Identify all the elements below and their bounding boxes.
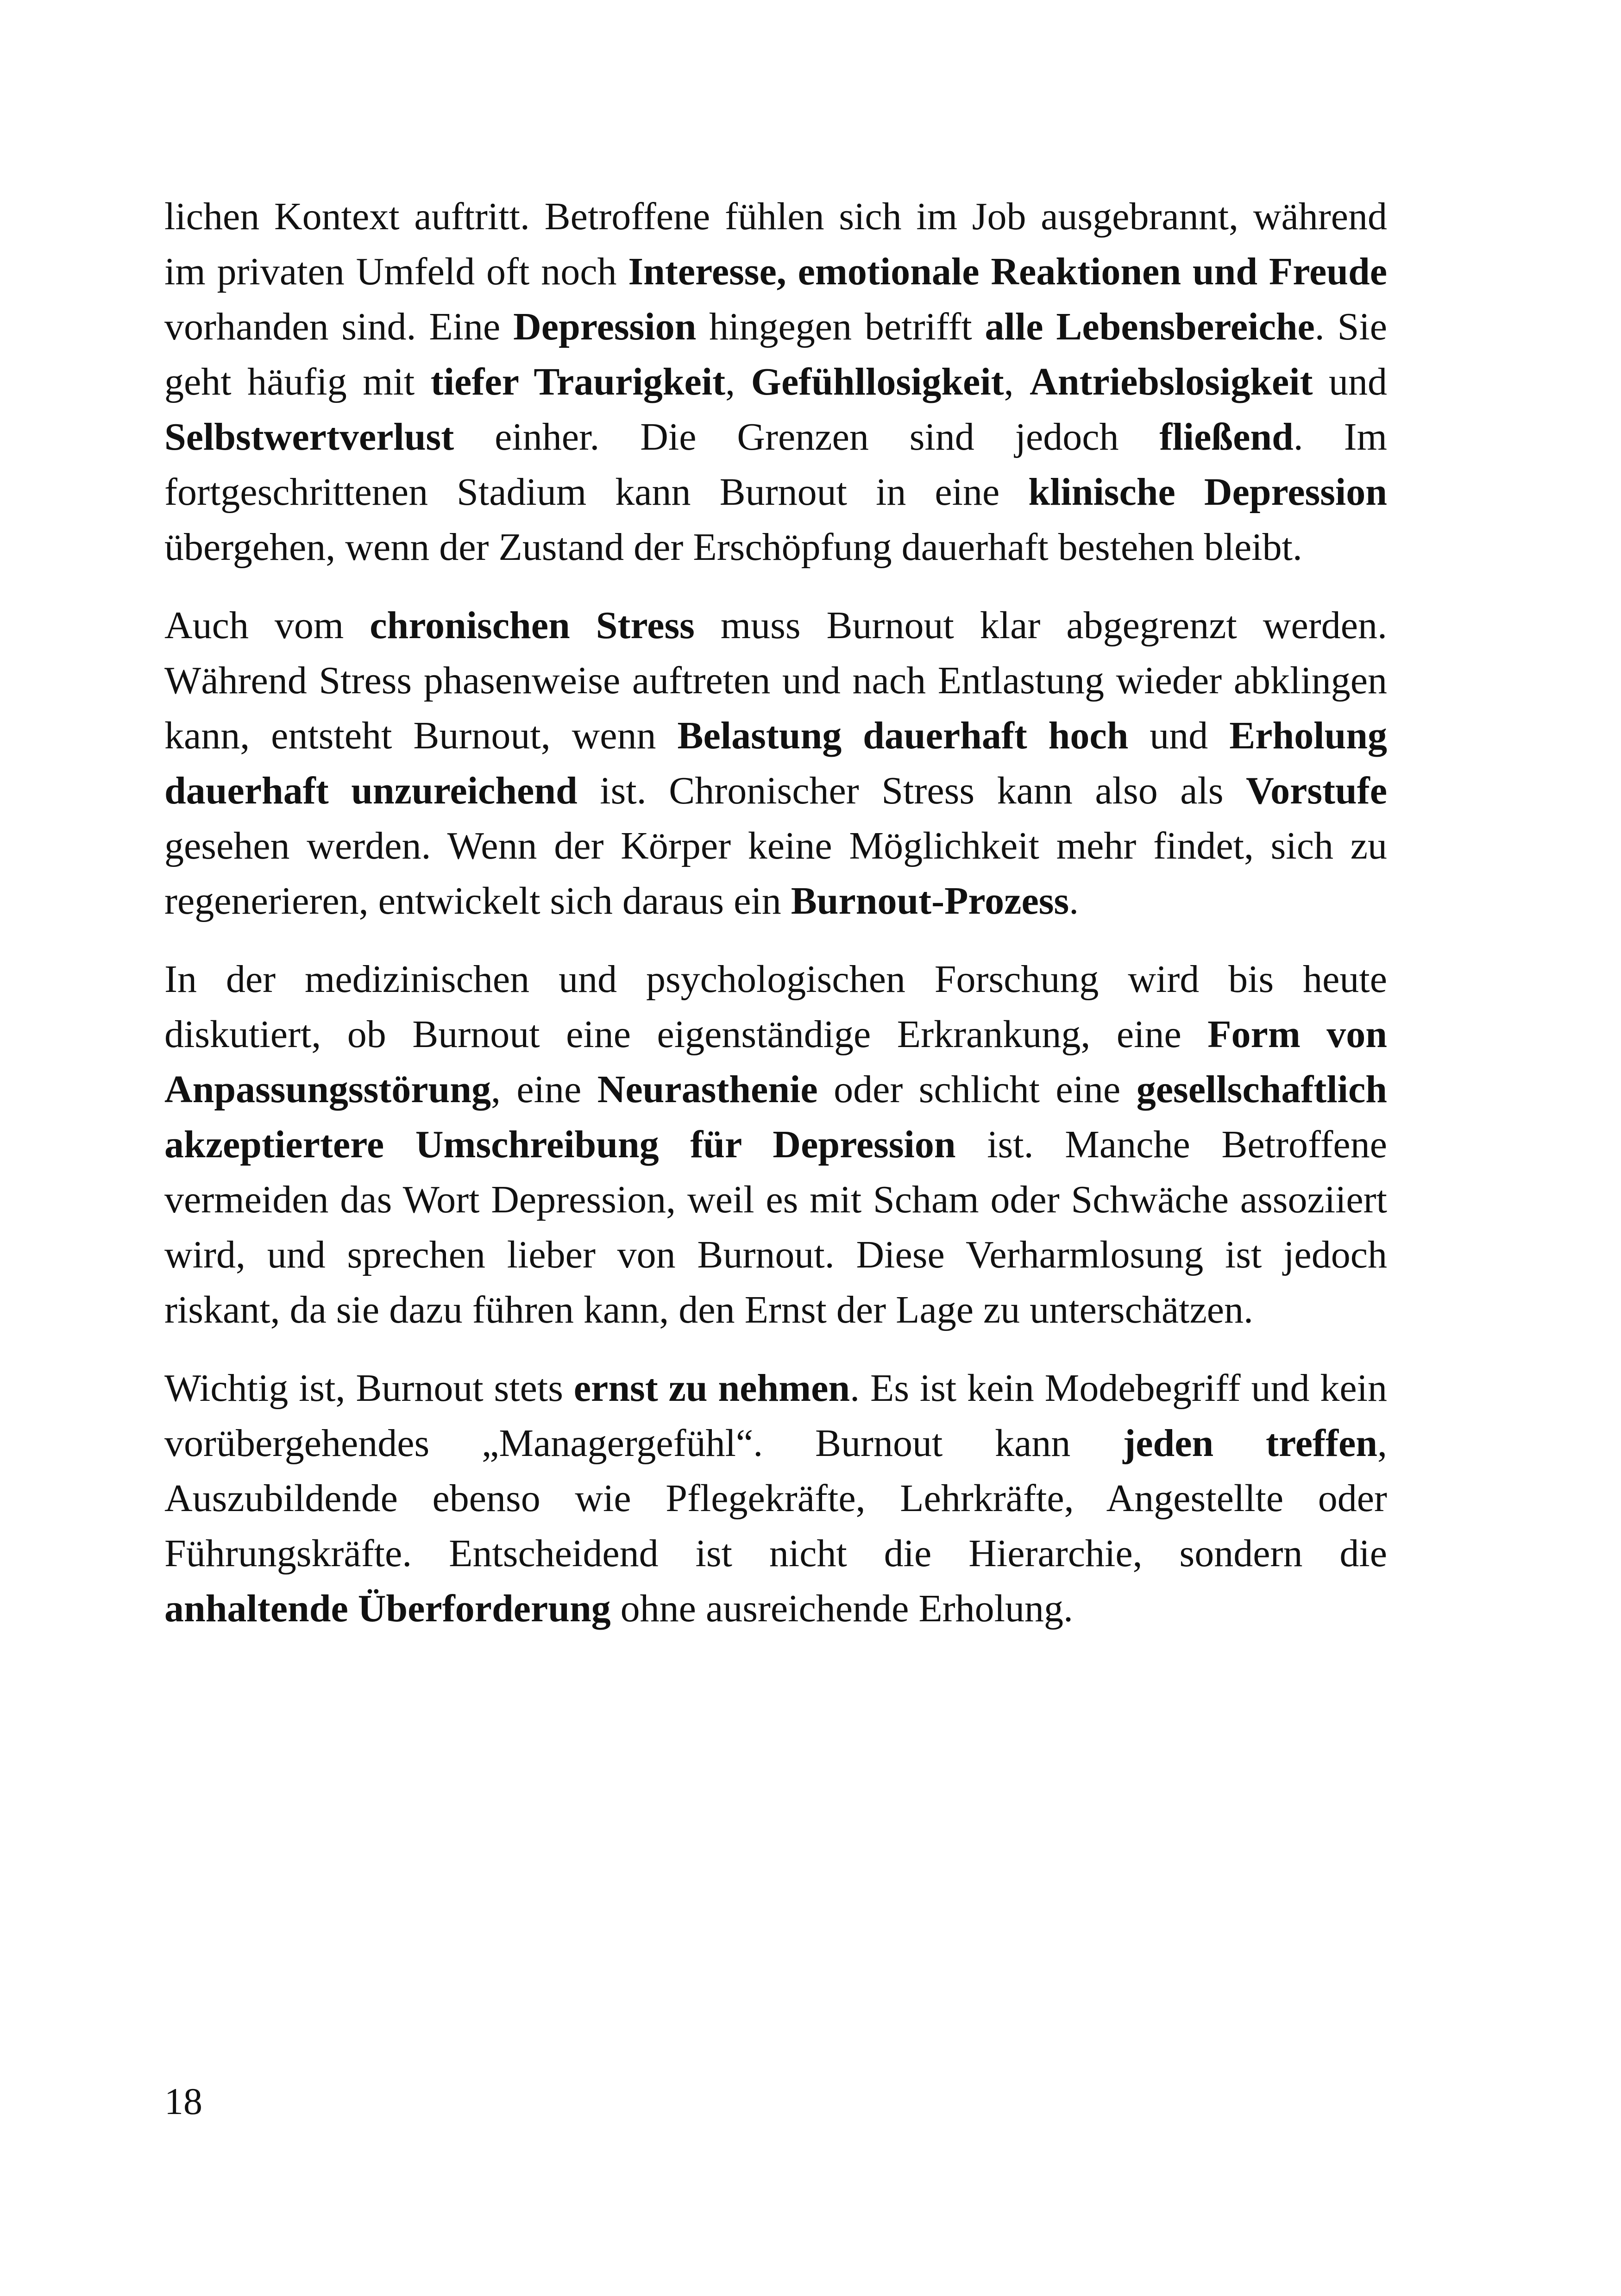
bold-run: chronischen Stress [370,604,695,647]
text-run: hingegen betrifft [696,305,985,348]
text-run: . Sie geht häufig mit [164,305,1387,403]
bold-run: Form von Anpassungsstörung [164,1013,1387,1111]
bold-run: fließend [1159,415,1294,458]
text-run: Wichtig ist, Burnout stets [164,1367,574,1410]
text-run: . Im fortgeschrittenen Stadium kann Burnout in eine [164,415,1387,514]
text-run: und [1128,714,1230,757]
bold-run: ernst zu nehmen [573,1367,850,1410]
body-text [164,189,1387,1659]
paragraph-3 [164,952,1387,1337]
text-run: ohne ausreichende Erholung. [610,1587,1073,1630]
bold-run: Interesse, emotionale Reaktionen und Freude [628,250,1387,293]
text-run: ist. Chronischer Stress kann also als [577,769,1246,812]
text-run: , eine [490,1068,597,1111]
text-run: , [1004,360,1030,403]
bold-run: Erholung dauerhaft unzureichend [164,714,1388,812]
bold-run: Depression [513,305,697,348]
text-run: oder schlicht eine [817,1068,1137,1111]
bold-run: Gefühllosigkeit [751,360,1004,403]
page-number: 18 [164,2080,202,2122]
text-run: ist. Manche Betroffene vermeiden das Wort Depression, weil es mit Scham oder Schwäche assoziiert wird, und sprechen lieber von Burnout. Diese Verharmlosung ist jedoch riskant, da sie dazu führen kann, den Ernst der Lage zu unterschätzen. [164,1123,1387,1331]
text-run: lichen Kontext auftritt. Betroffene fühlen sich im Job ausgebrannt, während im privaten Umfeld oft noch [164,195,1387,293]
paragraph-4 [164,1361,1387,1636]
bold-run: Antriebslosigkeit [1030,360,1313,403]
text-run: Auch vom [164,604,370,647]
bold-run: tiefer Traurigkeit [430,360,726,403]
bold-run: Belastung dauerhaft hoch [677,714,1129,757]
paragraph-2 [164,598,1387,928]
text-run: In der medizinischen und psychologischen Forschung wird bis heute diskutiert, ob Burnout eine eigenständige Erkrankung, eine [164,958,1387,1056]
bold-run: Selbstwertverlust [164,415,454,458]
text-run: muss Burnout klar abgegrenzt werden. Während Stress phasenweise auftreten und nach Entlastung wieder abklingen kann, entsteht Burnout, wenn [164,604,1387,757]
bold-run: anhaltende Überforderung [164,1587,611,1630]
bold-run: klinische Depression [1028,470,1387,514]
bold-run: Burnout-Prozess [791,879,1069,922]
text-run: , [725,360,751,403]
text-run: , Auszubildende ebenso wie Pflegekräfte, Lehrkräfte, Angestellte oder Führungskräfte. Entscheidend ist nicht die Hierarchie, sondern die [164,1422,1387,1575]
text-run: . Es ist kein Modebegriff und kein vorübergehendes „Managergefühl“. Burnout kann [164,1367,1387,1465]
paragraph-1 [164,189,1387,575]
bold-run: jeden treffen [1123,1422,1377,1465]
bold-run: gesellschaftlich akzeptiertere Umschreibung für Depression [164,1068,1387,1166]
text-run: gesehen werden. Wenn der Körper keine Möglichkeit mehr findet, sich zu regenerieren, entwickelt sich daraus ein [164,824,1387,922]
text-run: . [1069,879,1079,922]
bold-run: Vorstufe [1246,769,1387,812]
text-run: einher. Die Grenzen sind jedoch [454,415,1160,458]
text-run: und [1313,360,1388,403]
text-run: vorhanden sind. Eine [164,305,514,348]
bold-run: Neurasthenie [597,1068,818,1111]
bold-run: alle Lebensbereiche [985,305,1315,348]
text-run: übergehen, wenn der Zustand der Erschöpfung dauerhaft bestehen bleibt. [164,526,1302,569]
